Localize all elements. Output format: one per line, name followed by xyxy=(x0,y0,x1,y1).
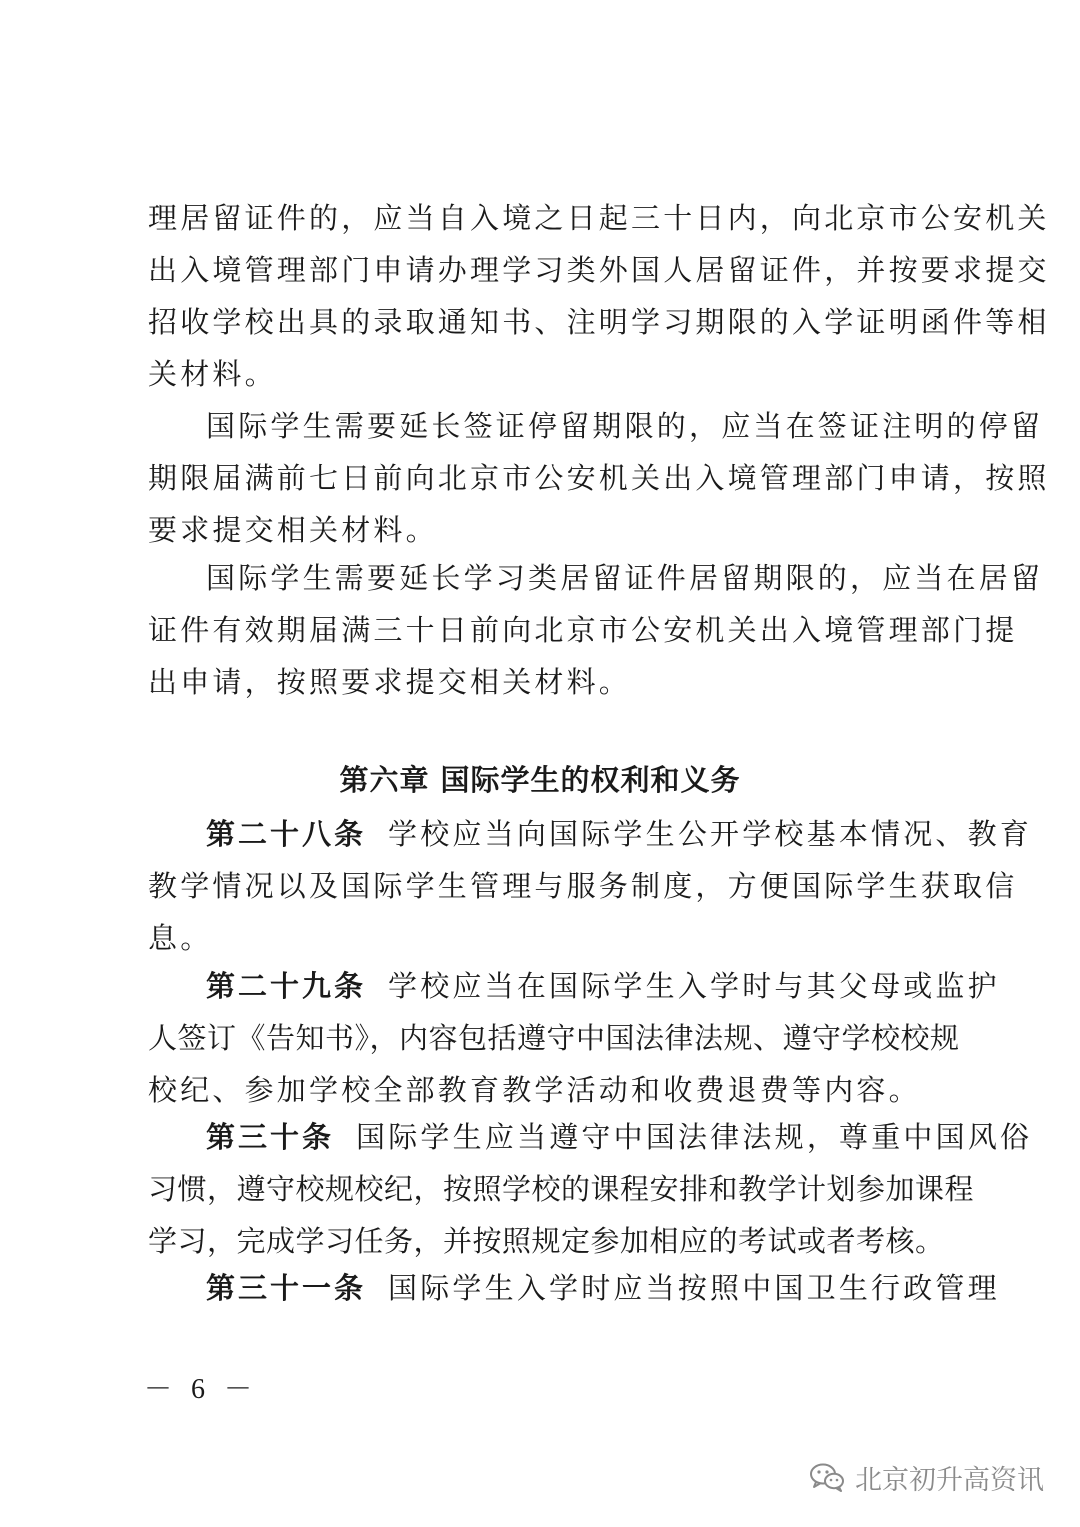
text-line: 教学情况以及国际学生管理与服务制度，方便国际学生获取信 xyxy=(148,869,1018,903)
text-line: 国际学生需要延长学习类居留证件居留期限的，应当在居留 xyxy=(206,561,1044,595)
text-line: 出入境管理部门申请办理学习类外国人居留证件，并按要求提交 xyxy=(148,253,1050,287)
article-label: 第二十九条 xyxy=(206,969,367,1003)
text-line: 国际学生需要延长签证停留期限的，应当在签证注明的停留 xyxy=(206,409,1044,443)
wechat-watermark xyxy=(809,1455,1044,1499)
article-first-line xyxy=(206,1262,1000,1314)
watermark-text: 北京初升高资讯 xyxy=(855,1464,1044,1496)
article-label: 第三十条 xyxy=(206,1120,335,1154)
article-text: 国际学生入学时应当按照中国卫生行政管理 xyxy=(388,1271,1000,1305)
text-line: 证件有效期届满三十日前向北京市公安机关出入境管理部门提 xyxy=(148,613,1018,647)
text-line: 出申请，按照要求提交相关材料。 xyxy=(148,665,632,699)
text-line: 关材料。 xyxy=(148,357,277,391)
text-line: 理居留证件的，应当自入境之日起三十日内，向北京市公安机关 xyxy=(148,201,1050,235)
text-line: 校纪、参加学校全部教育教学活动和收费退费等内容。 xyxy=(148,1073,921,1107)
article-label: 第三十一条 xyxy=(206,1271,367,1305)
text-line: 息。 xyxy=(148,921,213,955)
article-text: 国际学生应当遵守中国法律法规，尊重中国风俗 xyxy=(356,1120,1033,1154)
page-number: － 6 － xyxy=(144,1374,259,1405)
article-first-line xyxy=(206,960,1000,1012)
article-label: 第二十八条 xyxy=(206,817,367,851)
article-first-line xyxy=(206,808,1032,860)
text-line: 招收学校出具的录取通知书、注明学习期限的入学证明函件等相 xyxy=(148,305,1050,339)
text-line: 习惯，遵守校规校纪，按照学校的课程安排和教学计划参加课程 xyxy=(148,1172,975,1206)
article-text: 学校应当在国际学生入学时与其父母或监护 xyxy=(388,969,1000,1003)
text-line: 要求提交相关材料。 xyxy=(148,513,438,547)
article-text: 学校应当向国际学生公开学校基本情况、教育 xyxy=(388,817,1033,851)
text-line: 期限届满前七日前向北京市公安机关出入境管理部门申请，按照 xyxy=(148,461,1050,495)
wechat-icon xyxy=(809,1462,845,1492)
article-first-line xyxy=(206,1111,1032,1163)
text-line: 学习，完成学习任务，并按照规定参加相应的考试或者考核。 xyxy=(148,1224,945,1258)
text-line: 人签订《告知书》，内容包括遵守中国法律法规、遵守学校校规 xyxy=(148,1021,960,1055)
chapter-title: 第六章 国际学生的权利和义务 xyxy=(339,763,741,797)
